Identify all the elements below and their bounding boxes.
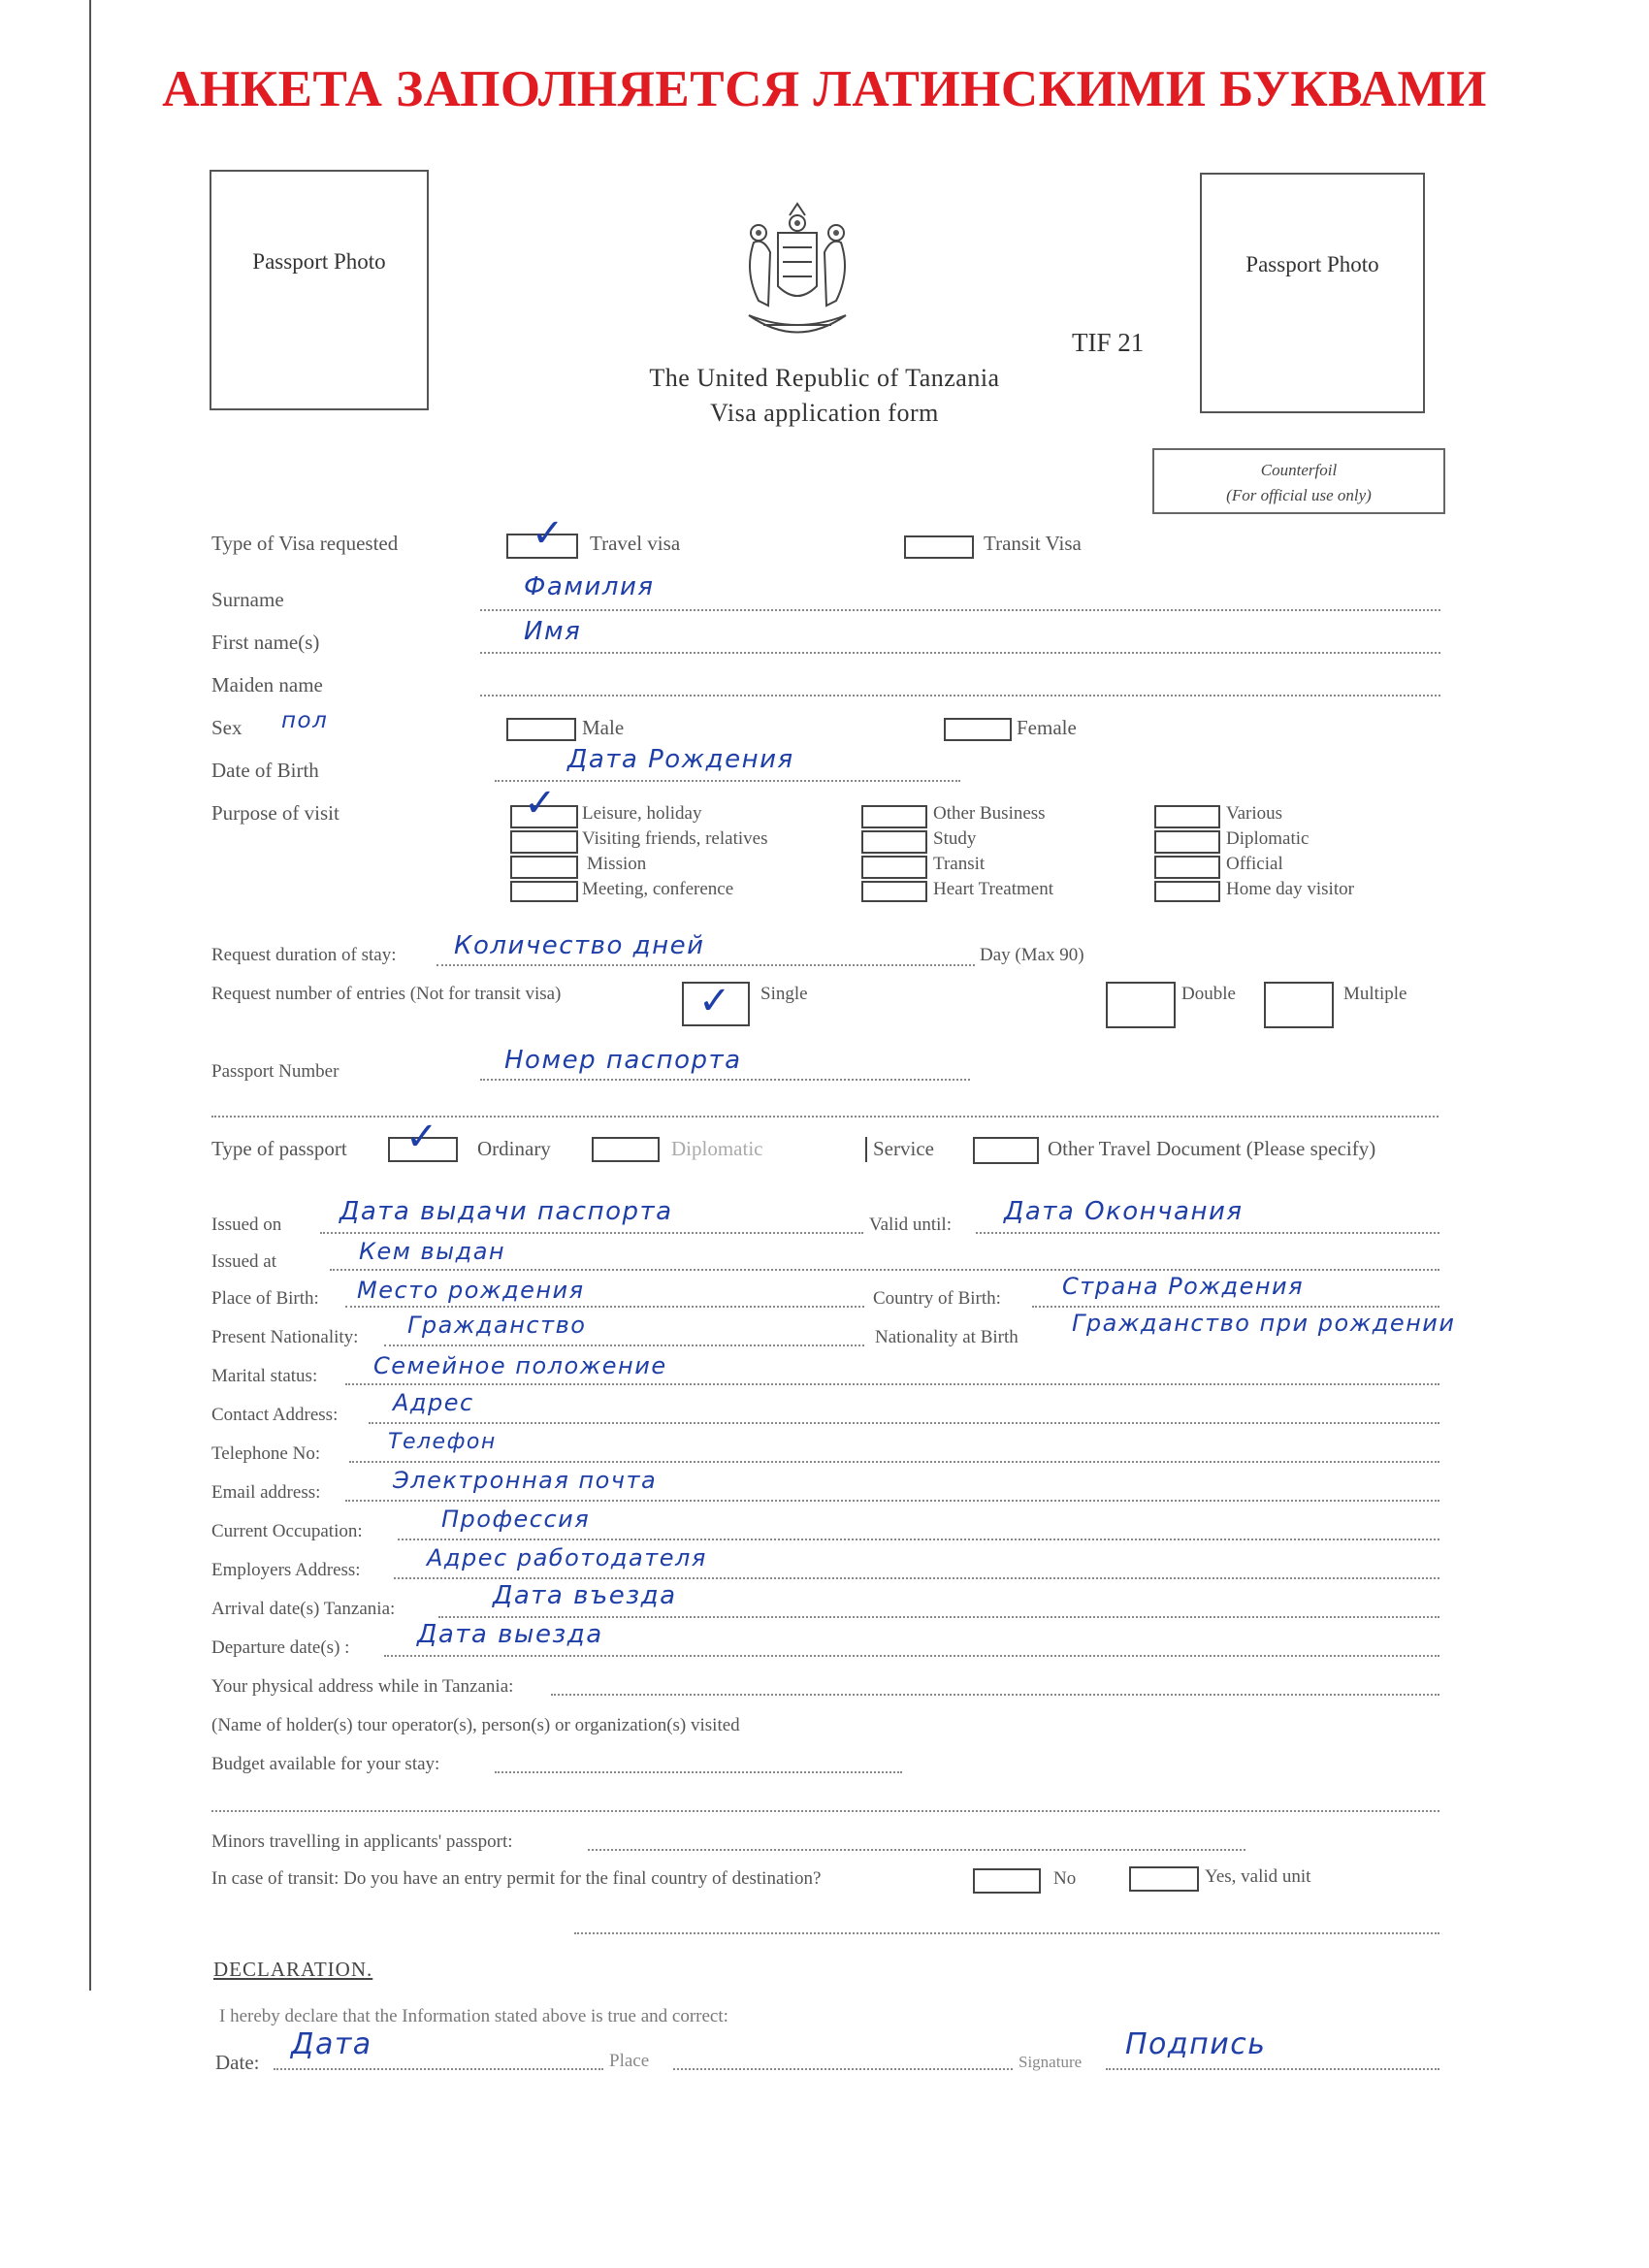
transit-yes-checkbox[interactable] <box>1129 1866 1199 1892</box>
place-of-birth-label: Place of Birth: <box>211 1288 319 1309</box>
valid-until-label: Valid until: <box>869 1215 952 1235</box>
form-title-line2: Visa application form <box>710 399 939 427</box>
arrival-date-label: Arrival date(s) Tanzania: <box>211 1599 396 1619</box>
issued-at-label: Issued at <box>211 1251 277 1272</box>
declaration-text: I hereby declare that the Information stated above is true and correct: <box>219 2006 728 2026</box>
purpose-mission-label: Mission <box>587 854 647 874</box>
service-passport-label: Service <box>873 1137 934 1160</box>
telephone-line <box>349 1461 1439 1463</box>
male-label: Male <box>582 716 625 739</box>
departure-date-field[interactable]: Дата выезда <box>417 1620 603 1649</box>
country-of-birth-line <box>1032 1306 1439 1308</box>
double-entry-label: Double <box>1181 984 1236 1004</box>
checkmark-icon: ✓ <box>532 511 565 556</box>
declaration-date-label: Date: <box>215 2051 260 2074</box>
departure-date-line <box>384 1655 1439 1657</box>
email-field[interactable]: Электронная почта <box>393 1467 658 1494</box>
contact-address-label: Contact Address: <box>211 1405 339 1425</box>
form-title <box>582 361 1067 431</box>
passport-number-field[interactable]: Номер паспорта <box>504 1046 742 1075</box>
declaration-place-field[interactable] <box>673 2068 1013 2070</box>
purpose-visiting-label: Visiting friends, relatives <box>582 828 768 849</box>
budget-extra-line <box>211 1810 1439 1812</box>
first-name-line <box>480 652 1440 654</box>
arrival-date-field[interactable]: Дата въезда <box>493 1581 677 1610</box>
diplomatic-passport-label: Diplomatic <box>671 1137 763 1160</box>
budget-label: Budget available for your stay: <box>211 1754 440 1774</box>
transit-permit-label: In case of transit: Do you have an entry permit for the final country of destination? <box>211 1868 822 1889</box>
maiden-name-label: Maiden name <box>211 673 323 697</box>
duration-line <box>436 964 975 966</box>
physical-address-label: Your physical address while in Tanzania: <box>211 1676 514 1697</box>
counterfoil-title: Counterfoil <box>1260 461 1338 479</box>
transit-visa-checkbox[interactable] <box>904 535 974 559</box>
nationality-label: Present Nationality: <box>211 1327 359 1347</box>
multiple-entry-label: Multiple <box>1343 984 1407 1004</box>
counterfoil-subtitle: (For official use only) <box>1226 486 1372 504</box>
sex-field[interactable]: пол <box>281 708 329 733</box>
transit-yes-label: Yes, valid unit <box>1205 1866 1311 1887</box>
purpose-leisure-label: Leisure, holiday <box>582 803 702 824</box>
scan-margin-line <box>89 0 91 1991</box>
surname-line <box>480 609 1440 611</box>
male-checkbox[interactable] <box>506 718 576 741</box>
purpose-home-day-visitor-label: Home day visitor <box>1226 879 1354 899</box>
contact-address-line <box>369 1422 1439 1424</box>
other-document-checkbox[interactable] <box>973 1137 1039 1164</box>
marital-status-line <box>345 1383 1439 1385</box>
departure-date-label: Departure date(s) : <box>211 1637 350 1658</box>
female-label: Female <box>1017 716 1077 739</box>
declaration-date-line <box>274 2068 603 2070</box>
contact-address-field[interactable]: Адрес <box>393 1389 474 1416</box>
counterfoil-box <box>1152 448 1445 514</box>
employer-address-line <box>394 1577 1439 1579</box>
declaration-signature-line <box>1106 2068 1439 2070</box>
passport-photo-box-right <box>1200 173 1425 413</box>
physical-address-field[interactable] <box>551 1694 1439 1696</box>
passport-photo-label: Passport Photo <box>1245 252 1379 276</box>
declaration-signature-field[interactable]: Подпись <box>1125 2027 1267 2061</box>
form-code: TIF 21 <box>1072 328 1145 357</box>
purpose-visiting-checkbox[interactable] <box>510 830 578 854</box>
form-title-line1: The United Republic of Tanzania <box>649 364 1000 392</box>
purpose-home-day-visitor-checkbox[interactable] <box>1154 881 1220 902</box>
country-of-birth-field[interactable]: Страна Рождения <box>1062 1273 1305 1300</box>
issued-at-field[interactable]: Кем выдан <box>359 1238 506 1265</box>
passport-type-label: Type of passport <box>211 1137 347 1160</box>
single-entry-label: Single <box>760 984 808 1004</box>
place-of-birth-line <box>345 1306 864 1308</box>
other-document-label: Other Travel Document (Please specify) <box>1048 1137 1376 1160</box>
declaration-signature-label: Signature <box>1018 2053 1083 2071</box>
declaration-place-label: Place <box>609 2051 650 2071</box>
occupation-field[interactable]: Профессия <box>441 1506 591 1533</box>
purpose-transit-checkbox[interactable] <box>861 856 927 879</box>
purpose-heart-treatment-label: Heart Treatment <box>933 879 1054 899</box>
maiden-name-field[interactable] <box>480 695 1440 697</box>
employer-address-field[interactable]: Адрес работодателя <box>427 1544 707 1571</box>
minors-field[interactable] <box>588 1849 1245 1851</box>
issued-on-line <box>320 1232 863 1234</box>
occupation-label: Current Occupation: <box>211 1521 363 1541</box>
multiple-entry-checkbox[interactable] <box>1264 982 1334 1028</box>
surname-field[interactable]: Фамилия <box>524 572 655 601</box>
purpose-meeting-label: Meeting, conference <box>582 879 734 899</box>
transit-no-checkbox[interactable] <box>973 1868 1041 1894</box>
declaration-title: DECLARATION. <box>213 1958 373 1981</box>
diplomatic-passport-checkbox[interactable] <box>592 1137 660 1162</box>
transit-visa-label: Transit Visa <box>984 532 1082 555</box>
surname-label: Surname <box>211 588 284 611</box>
purpose-other-business-checkbox[interactable] <box>861 805 927 828</box>
occupation-line <box>398 1539 1439 1540</box>
valid-until-field[interactable]: Дата Окончания <box>1004 1197 1244 1226</box>
dob-field[interactable]: Дата Рождения <box>567 745 794 774</box>
email-line <box>345 1500 1439 1502</box>
minors-label: Minors travelling in applicants' passport: <box>211 1831 513 1852</box>
duration-field[interactable]: Количество дней <box>454 931 705 960</box>
checkmark-icon: ✓ <box>524 781 557 826</box>
double-entry-checkbox[interactable] <box>1106 982 1176 1028</box>
purpose-various-checkbox[interactable] <box>1154 805 1220 828</box>
purpose-transit-label: Transit <box>933 854 986 874</box>
marital-status-field[interactable]: Семейное положение <box>373 1352 667 1379</box>
place-of-birth-field[interactable]: Место рождения <box>357 1277 585 1304</box>
purpose-diplomatic-checkbox[interactable] <box>1154 830 1220 854</box>
first-name-label: First name(s) <box>211 631 320 654</box>
holders-label: (Name of holder(s) tour operator(s), person(s) or organization(s) visited <box>211 1715 740 1735</box>
nationality-line <box>384 1345 864 1346</box>
nationality-at-birth-label: Nationality at Birth <box>875 1327 1018 1347</box>
sex-label: Sex <box>211 716 242 739</box>
visa-type-label: Type of Visa requested <box>211 532 399 555</box>
female-checkbox[interactable] <box>944 718 1012 741</box>
transit-extra-line <box>574 1932 1439 1934</box>
purpose-diplomatic-label: Diplomatic <box>1226 828 1310 849</box>
telephone-field[interactable]: Телефон <box>388 1430 497 1454</box>
budget-field[interactable] <box>495 1771 902 1773</box>
telephone-label: Telephone No: <box>211 1443 321 1464</box>
purpose-official-label: Official <box>1226 854 1283 874</box>
duration-label: Request duration of stay: <box>211 945 397 965</box>
checkmark-icon: ✓ <box>698 979 731 1023</box>
valid-until-line <box>976 1232 1439 1234</box>
issued-at-line <box>330 1269 1439 1271</box>
purpose-official-checkbox[interactable] <box>1154 856 1220 879</box>
service-passport-checkbox[interactable] <box>838 1137 867 1162</box>
purpose-various-label: Various <box>1226 803 1283 824</box>
first-name-field[interactable]: Имя <box>524 617 582 646</box>
purpose-heart-treatment-checkbox[interactable] <box>861 881 927 902</box>
nationality-at-birth-field[interactable]: Гражданство при рождении <box>1072 1310 1456 1337</box>
declaration-date-field[interactable]: Дата <box>291 2027 372 2061</box>
form-banner: АНКЕТА ЗАПОЛНЯЕТСЯ ЛАТИНСКИМИ БУКВАМИ <box>162 61 1487 117</box>
passport-number-line <box>480 1079 970 1081</box>
duration-suffix: Day (Max 90) <box>980 945 1084 965</box>
purpose-label: Purpose of visit <box>211 801 340 825</box>
nationality-field[interactable]: Гражданство <box>407 1312 587 1339</box>
marital-status-label: Marital status: <box>211 1366 318 1386</box>
entries-label: Request number of entries (Not for transit visa) <box>211 984 562 1004</box>
purpose-mission-checkbox[interactable] <box>510 856 578 879</box>
email-label: Email address: <box>211 1482 321 1503</box>
issued-on-field[interactable]: Дата выдачи паспорта <box>340 1197 673 1226</box>
passport-photo-box-left <box>210 170 429 410</box>
purpose-meeting-checkbox[interactable] <box>510 881 578 902</box>
passport-number-extra-line <box>211 1116 1439 1118</box>
coat-of-arms-icon <box>729 194 865 349</box>
country-of-birth-label: Country of Birth: <box>873 1288 1001 1309</box>
purpose-study-checkbox[interactable] <box>861 830 927 854</box>
issued-on-label: Issued on <box>211 1215 282 1235</box>
transit-no-label: No <box>1053 1868 1077 1889</box>
purpose-study-label: Study <box>933 828 977 849</box>
employer-address-label: Employers Address: <box>211 1560 361 1580</box>
purpose-other-business-label: Other Business <box>933 803 1046 824</box>
passport-photo-label: Passport Photo <box>252 249 386 274</box>
travel-visa-label: Travel visa <box>590 532 681 555</box>
dob-line <box>495 780 960 782</box>
arrival-date-line <box>438 1616 1439 1618</box>
ordinary-passport-label: Ordinary <box>477 1137 551 1160</box>
passport-number-label: Passport Number <box>211 1061 340 1082</box>
dob-label: Date of Birth <box>211 759 319 782</box>
checkmark-icon: ✓ <box>405 1115 438 1159</box>
